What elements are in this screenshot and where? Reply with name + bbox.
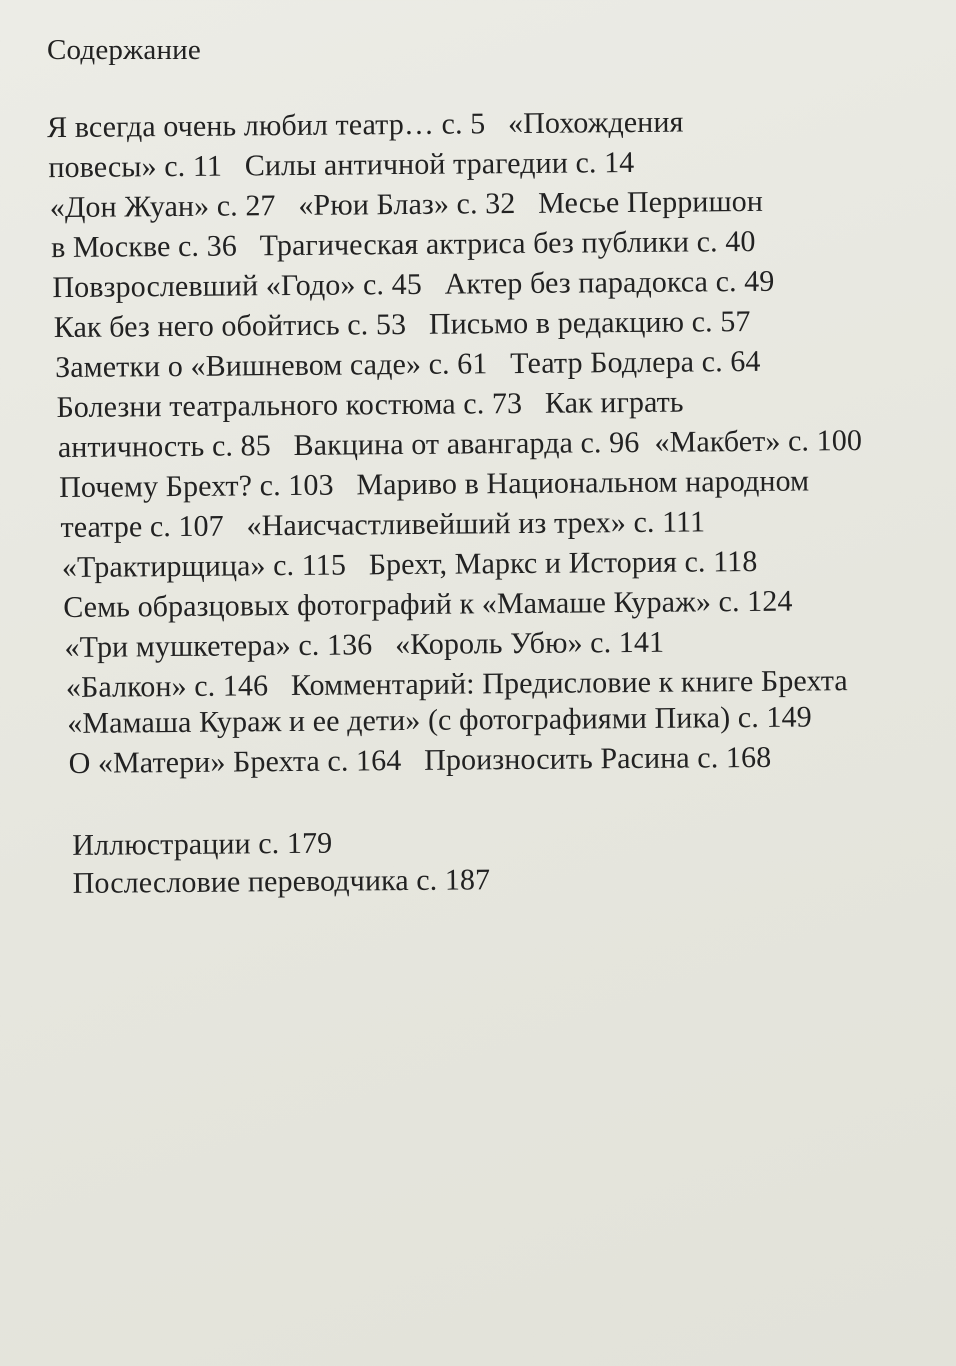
toc-line: Как без него обойтись с. 53 Письмо в редакцию с. 57 [53, 304, 751, 345]
back-matter-line: Иллюстрации с. 179 [72, 826, 333, 862]
toc-line: античность с. 85 Вакцина от авангарда с. 96 «Макбет» с. 100 [57, 424, 863, 465]
toc-line: «Мамаша Кураж и ее дети» (с фотографиями Пика) с. 149 [67, 700, 812, 740]
toc-line: «Дон Жуан» с. 27 «Рюи Блаз» с. 32 Месье Перришон [49, 184, 764, 225]
page-title: Содержание [47, 34, 201, 66]
toc-line: «Балкон» с. 146 Комментарий: Предисловие к книге Брехта [65, 664, 848, 704]
toc-line: Повзрослевший «Годо» с. 45 Актер без парадокса с. 49 [52, 264, 775, 305]
toc-line: театре с. 107 «Наисчастливейший из трех» с. 111 [60, 505, 706, 545]
back-matter-line: Послесловие переводчика с. 187 [72, 863, 491, 900]
toc-line: «Три мушкетера» с. 136 «Король Убю» с. 141 [64, 625, 665, 664]
toc-line: повесы» с. 11 Силы античной трагедии с. 14 [48, 145, 635, 185]
toc-line: Семь образцовых фотографий к «Мамаше Кураж» с. 124 [63, 584, 793, 624]
toc-line: «Трактирщица» с. 115 Брехт, Маркс и История с. 118 [61, 544, 758, 584]
toc-line: Я всегда очень любил театр… с. 5 «Похождения [46, 105, 684, 145]
toc-line: Почему Брехт? с. 103 Мариво в Национальном народном [59, 464, 810, 505]
toc-line: в Москве с. 36 Трагическая актриса без публики с. 40 [50, 224, 756, 265]
toc-line: О «Матери» Брехта с. 164 Произносить Расина с. 168 [68, 740, 772, 780]
toc-line: Заметки о «Вишневом саде» с. 61 Театр Бодлера с. 64 [55, 344, 761, 385]
toc-line: Болезни театрального костюма с. 73 Как играть [56, 385, 684, 425]
